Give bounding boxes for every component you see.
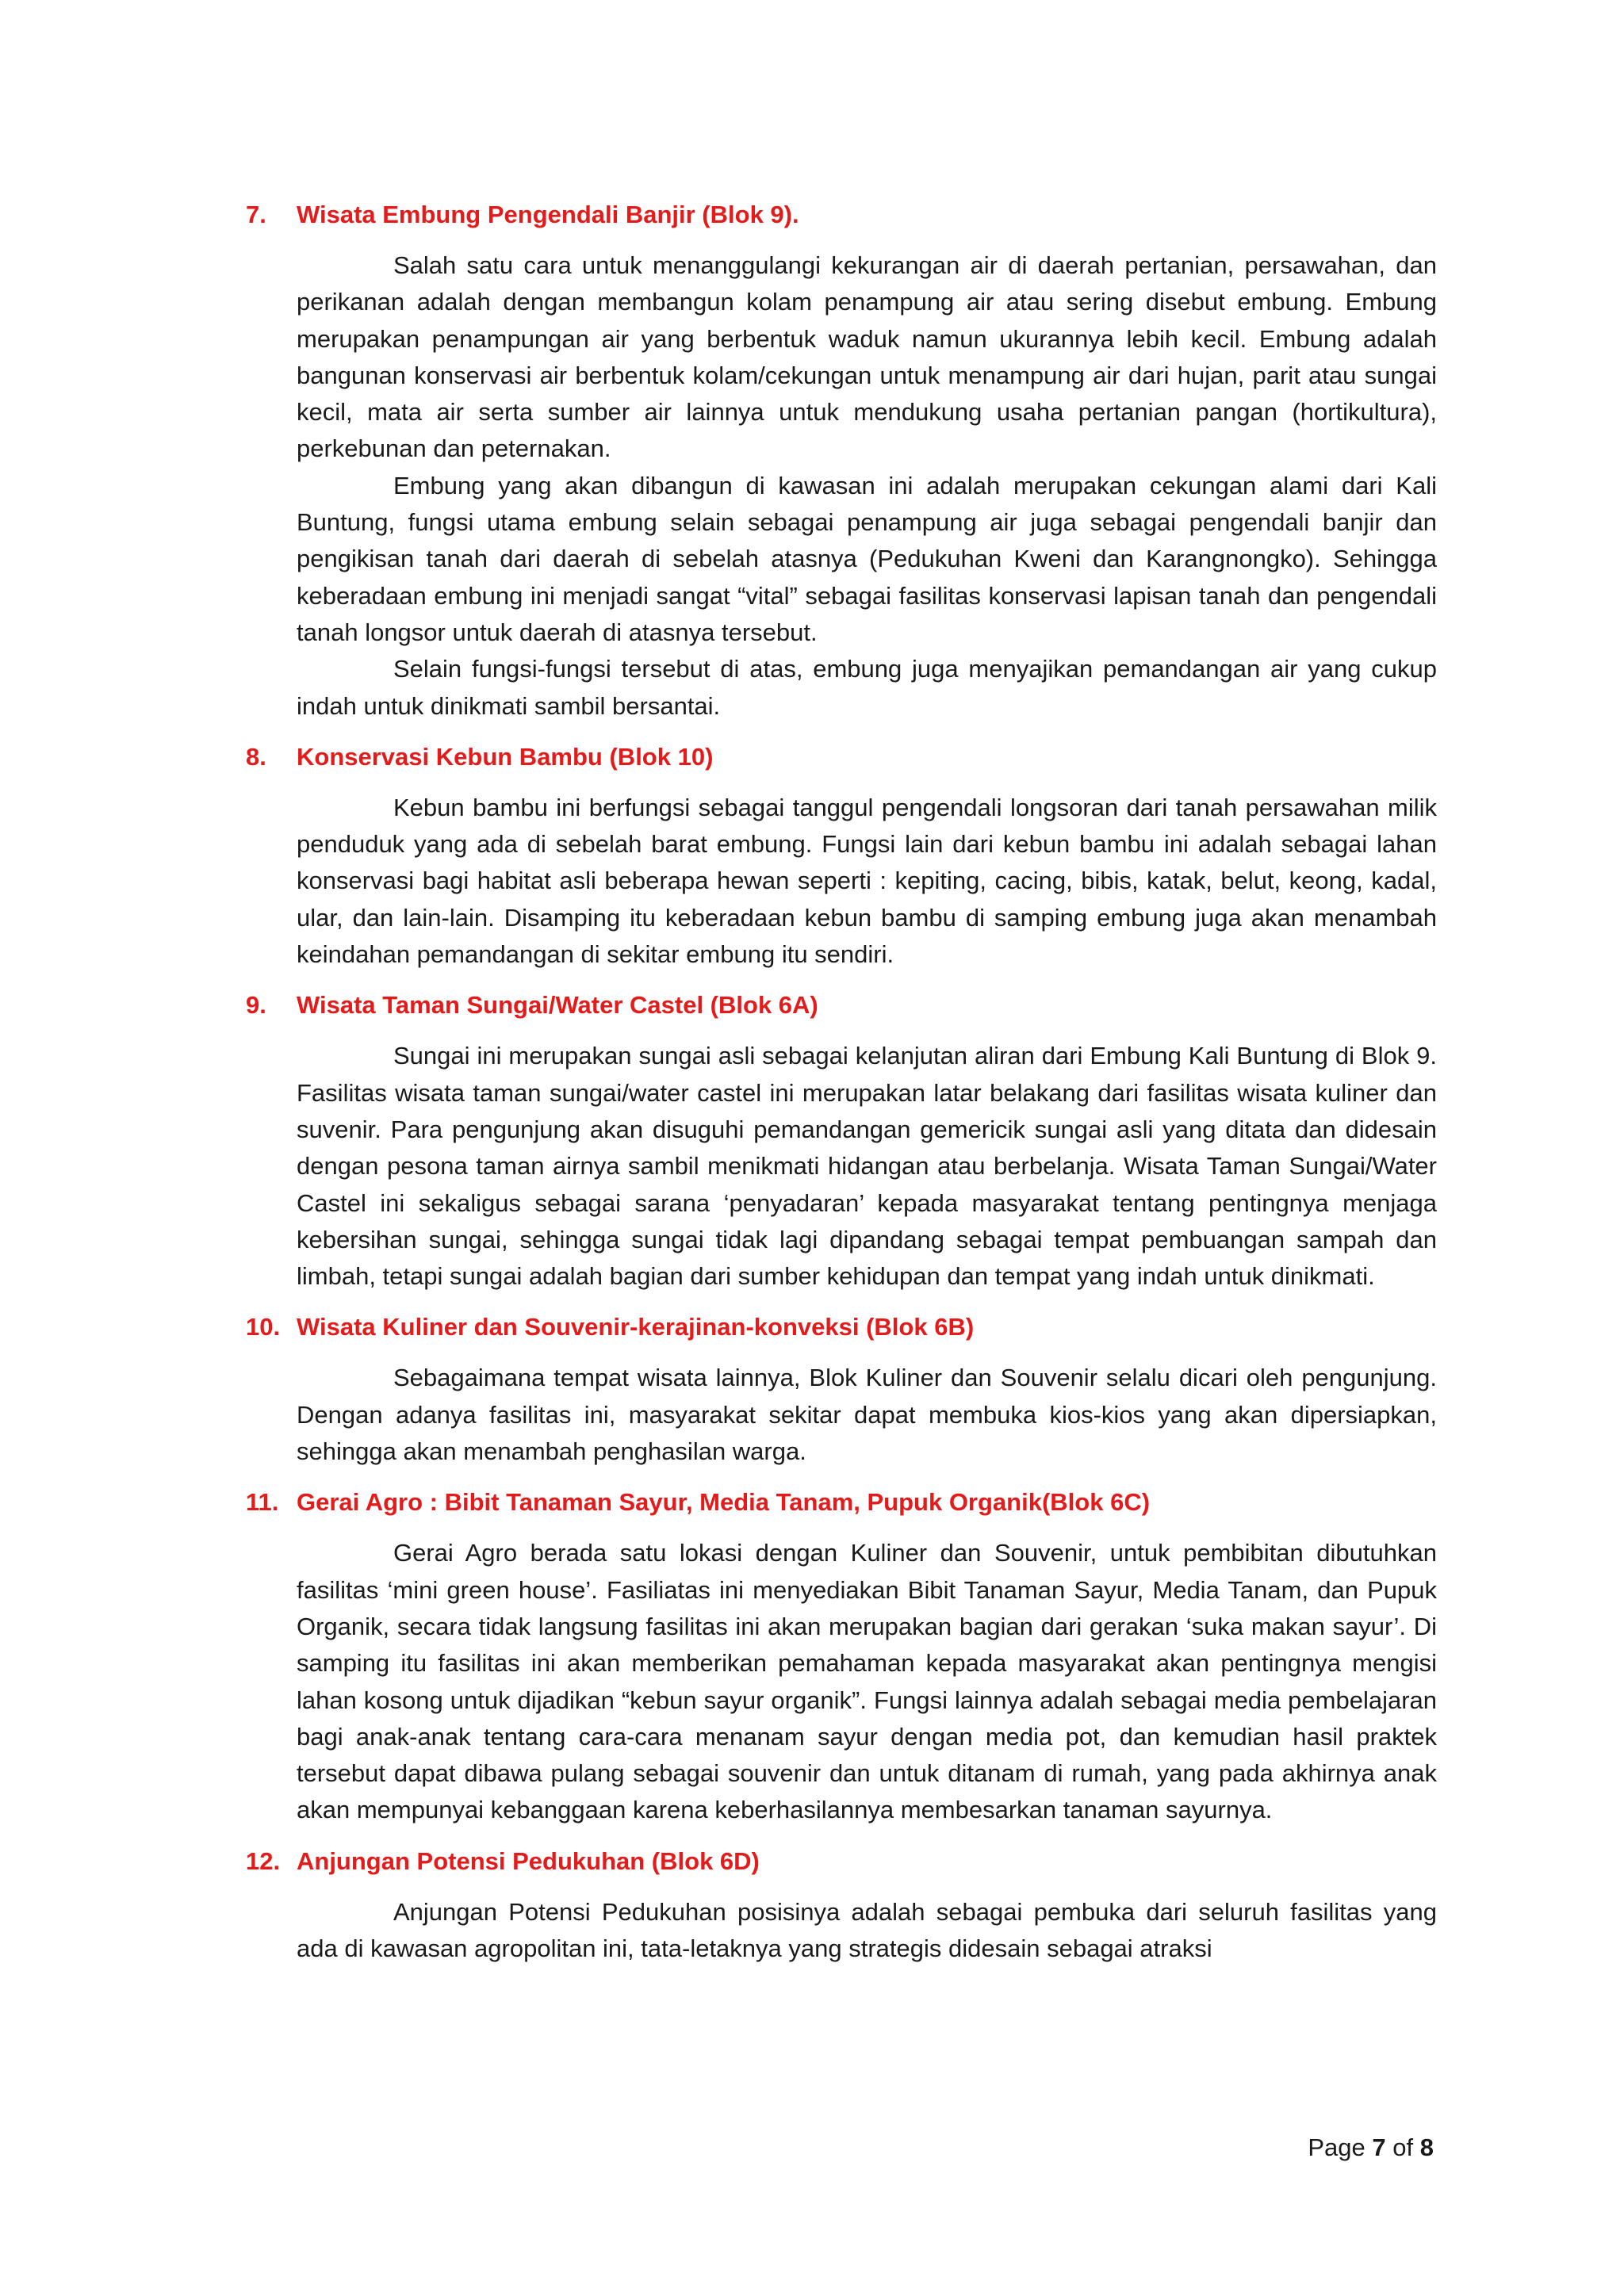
section-title: Anjungan Potensi Pedukuhan (Blok 6D) <box>297 1846 760 1875</box>
section-number: 9. <box>246 991 266 1020</box>
page-total: 8 <box>1419 2133 1434 2161</box>
paragraph: Anjungan Potensi Pedukuhan posisinya adalah sebagai pembuka dari seluruh fasilitas yang ada di kawasan agropolitan ini, tata-letaknya yang strategis didesain sebagai atraksi <box>297 1897 1437 1962</box>
paragraph: Kebun bambu ini berfungsi sebagai tanggul pengendali longsoran dari tanah persawahan milik penduduk yang ada di sebelah barat embung. Fungsi lain dari kebun bambu ini adalah sebagai lahan konservasi bagi habitat asli beberapa hewan seperti : kepiting, cacing, bibis, katak, belut, keong, kadal, ular, dan lain-lain. Disamping itu keberadaan kebun bambu di samping embung juga akan menambah keindahan pemandangan di sekitar embung itu sendiri. <box>297 793 1437 969</box>
section-number: 12. <box>246 1846 281 1875</box>
page-footer <box>1308 2130 1434 2166</box>
paragraph: Sungai ini merupakan sungai asli sebagai kelanjutan aliran dari Embung Kali Buntung di Blok 9. Fasilitas wisata taman sungai/water castel ini merupakan latar belakang dari fasilitas wisata kuliner dan suvenir. Para pengunjung akan disuguhi pemandangan gemericik sungai asli yang ditata dan didesain dengan pesona taman airnya sambil menikmati hidangan atau berbelanja. Wisata Taman Sungai/Water Castel ini sekaligus sebagai sarana ‘penyadaran’ kepada masyarakat tentang pentingnya menjaga kebersihan sungai, sehingga sungai tidak lagi dipandang sebagai tempat pembuangan sampah dan limbah, tetapi sungai adalah bagian dari sumber kehidupan dan tempat yang indah untuk dinikmati. <box>297 1042 1437 1291</box>
section-heading <box>246 1484 1437 1521</box>
section-title: Konservasi Kebun Bambu (Blok 10) <box>297 742 714 771</box>
section-heading <box>246 1843 1437 1880</box>
section-12 <box>246 1843 1437 1968</box>
paragraph: Embung yang akan dibangun di kawasan ini adalah merupakan cekungan alami dari Kali Buntung, fungsi utama embung selain sebagai penampung air juga sebagai pengendali banjir dan pengikisan tanah dari daerah di sebelah atasnya (Pedukuhan Kweni dan Karangnongko). Sehingga keberadaan embung ini menjadi sangat “vital” sebagai fasilitas konservasi lapisan tanah dan pengendali tanah longsor untuk daerah di atasnya tersebut. <box>297 471 1437 646</box>
section-10 <box>246 1309 1437 1470</box>
section-heading <box>246 1309 1437 1345</box>
section-number: 8. <box>246 742 266 771</box>
document-body <box>246 197 1437 1967</box>
section-title: Wisata Taman Sungai/Water Castel (Blok 6A) <box>297 991 818 1020</box>
section-heading <box>246 197 1437 233</box>
section-number: 7. <box>246 201 266 228</box>
paragraph: Sebagaimana tempat wisata lainnya, Blok Kuliner dan Souvenir selalu dicari oleh pengunjung. Dengan adanya fasilitas ini, masyarakat sekitar dapat membuka kios-kios yang akan dipersiapkan, sehingga akan menambah penghasilan warga. <box>297 1364 1437 1466</box>
page-current: 7 <box>1372 2133 1386 2161</box>
section-8 <box>246 739 1437 973</box>
section-7 <box>246 197 1437 725</box>
section-number: 10. <box>246 1313 281 1341</box>
section-number: 11. <box>246 1488 279 1517</box>
paragraph: Selain fungsi-fungsi tersebut di atas, embung juga menyajikan pemandangan air yang cukup indah untuk dinikmati sambil bersantai. <box>297 655 1437 720</box>
section-title: Wisata Kuliner dan Souvenir-kerajinan-konveksi (Blok 6B) <box>297 1313 975 1341</box>
of-label: of <box>1392 2133 1414 2161</box>
section-heading <box>246 739 1437 775</box>
paragraph: Gerai Agro berada satu lokasi dengan Kuliner dan Souvenir, untuk pembibitan dibutuhkan fasilitas ‘mini green house’. Fasiliatas ini menyediakan Bibit Tanaman Sayur, Media Tanam, dan Pupuk Organik, secara tidak langsung fasilitas ini akan merupakan bagian dari gerakan ‘suka makan sayur’. Di samping itu fasilitas ini akan memberikan pemahaman kepada masyarakat akan pentingnya mengisi lahan kosong untuk dijadikan “kebun sayur organik”. Fungsi lainnya adalah sebagai media pembelajaran bagi anak-anak tentang cara-cara menanam sayur dengan media pot, dan kemudian hasil praktek tersebut dapat dibawa pulang sebagai souvenir dan untuk ditanam di rumah, yang pada akhirnya anak akan mempunyai kebanggaan karena keberhasilannya membesarkan tanaman sayurnya. <box>297 1539 1437 1824</box>
section-9 <box>246 987 1437 1295</box>
section-11 <box>246 1484 1437 1828</box>
paragraph: Salah satu cara untuk menanggulangi kekurangan air di daerah pertanian, persawahan, dan perikanan adalah dengan membangun kolam penampung air atau sering disebut embung. Embung merupakan penampungan air yang berbentuk waduk namun ukurannya lebih kecil. Embung adalah bangunan konservasi air berbentuk kolam/cekungan untuk menampung air dari hujan, parit atau sungai kecil, mata air serta sumber air lainnya untuk mendukung usaha pertanian pangan (hortikultura), perkebunan dan peternakan. <box>297 251 1437 463</box>
section-title: Wisata Embung Pengendali Banjir (Blok 9). <box>297 201 799 228</box>
section-heading <box>246 987 1437 1024</box>
page-label: Page <box>1308 2133 1365 2161</box>
section-title: Gerai Agro : Bibit Tanaman Sayur, Media Tanam, Pupuk Organik(Blok 6C) <box>297 1488 1151 1517</box>
